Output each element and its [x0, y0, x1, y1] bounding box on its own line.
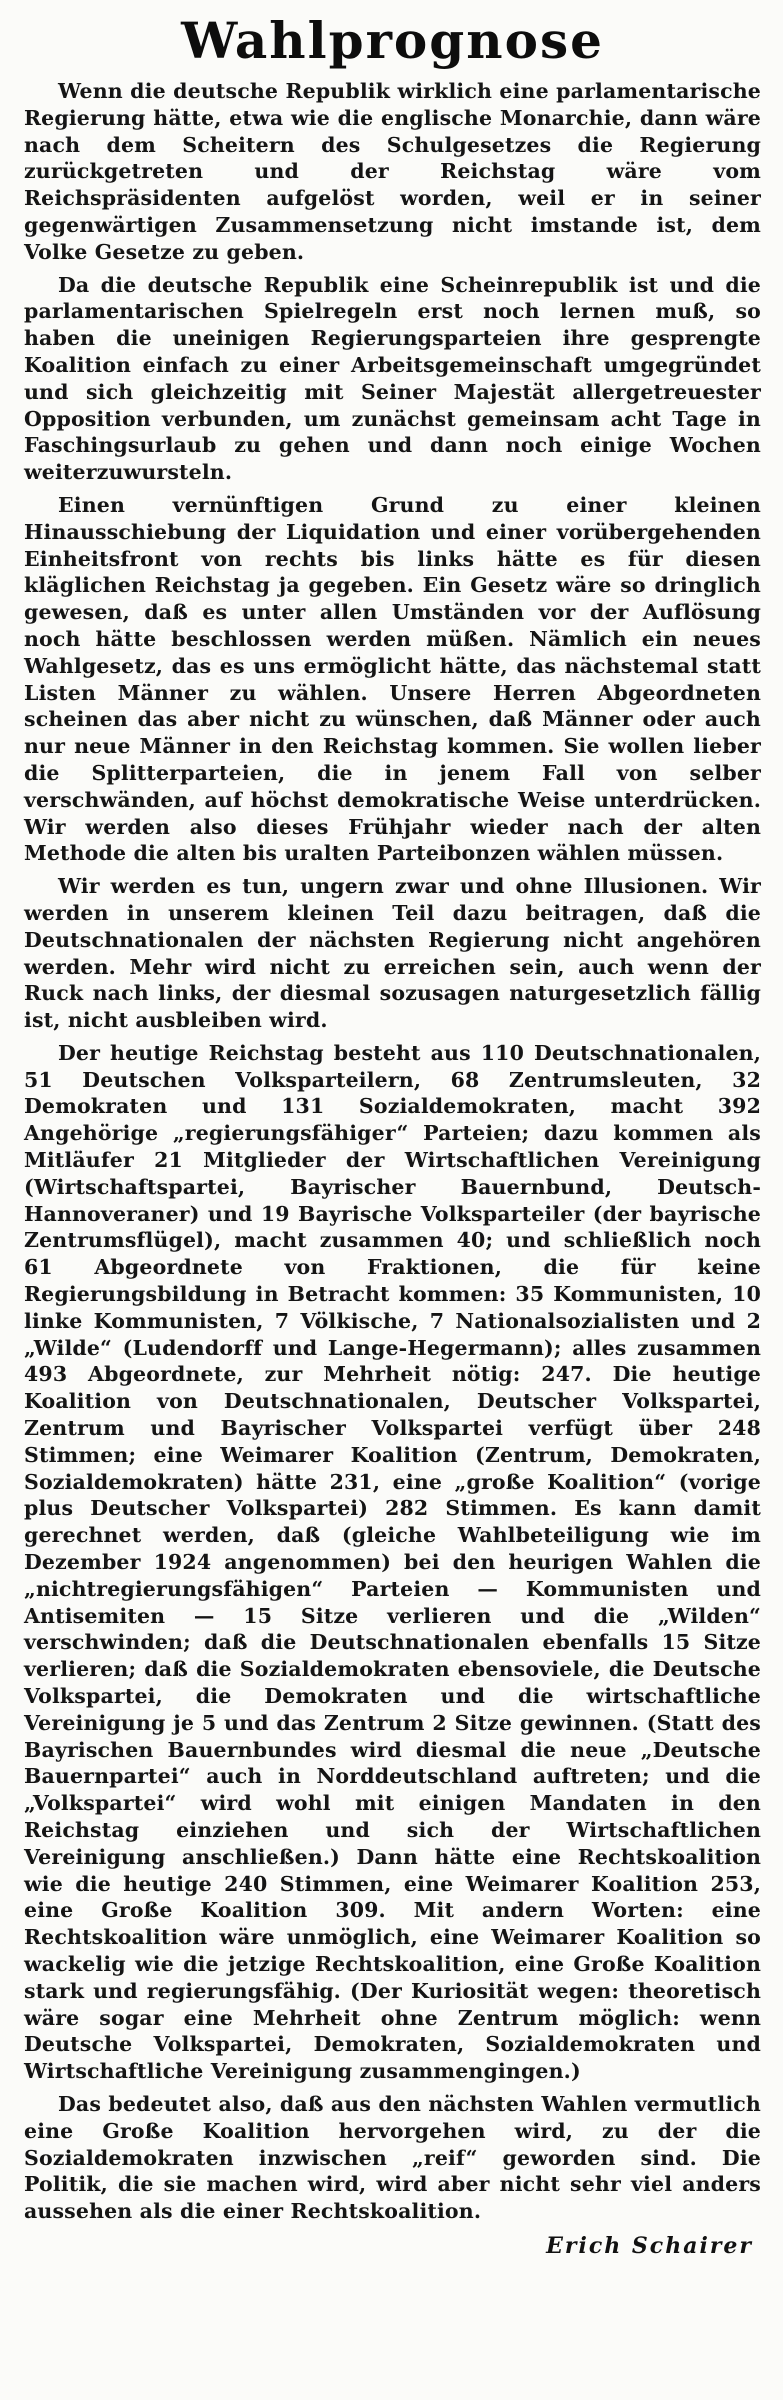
headline: Wahlprognose: [181, 11, 604, 70]
paragraph-5: Der heutige Reichstag besteht aus 110 Deutschnationalen, 51 Deutschen Volksparteilern, 68 Zentrumsleuten, 32 Demokraten und 131 Sozialdemokraten, macht 392 Angehörige „regierungsfähiger“ Parteien; dazu kommen als Mitläufer 21 Mitglieder der Wirtschaftlichen Vereinigung (Wirtschaftspartei, Bayrischer Bauernbund, Deutsch-Hannoveraner) und 19 Bayrische Volksparteiler (der bayrische Zentrumsflügel), macht zusammen 40; und schließlich noch 61 Abgeordnete von Fraktionen, die für keine Regierungsbildung in Betracht kommen: 35 Kommunisten, 10 linke Kommunisten, 7 Völkische, 7 Nationalsozialisten und 2 „Wilde“ (Ludendorff und Lange-Hegermann); alles zusammen 493 Abgeordnete, zur Mehrheit nötig: 247. Die heutige Koalition von Deutschnationalen, Deutscher Volkspartei, Zentrum und Bayrischer Volkspartei verfügt über 248 Stimmen; eine Weimarer Koalition (Zentrum, Demokraten, Sozialdemokraten) hätte 231, eine „große Koalition“ (vorige plus Deutscher Volkspartei) 282 Stimmen. Es kann damit gerechnet werden, daß (gleiche Wahlbeteiligung wie im Dezember 1924 angenommen) bei den heurigen Wahlen die „nichtregierungsfähigen“ Parteien — Kommunisten und Antisemiten — 15 Sitze verlieren und die „Wilden“ verschwinden; daß die Deutschnationalen ebenfalls 15 Sitze verlieren; daß die Sozialdemokraten ebensoviele, die Deutsche Volkspartei, die Demokraten und die wirtschaftliche Vereinigung je 5 und das Zentrum 2 Sitze gewinnen. (Statt des Bayrischen Bauernbundes wird diesmal die neue „Deutsche Bauernpartei“ auch in Norddeutschland auftreten; und die „Volkspartei“ wird wohl mit einigen Mandaten in den Reichstag einziehen und sich der Wirtschaftlichen Vereinigung anschließen.) Dann hätte eine Rechtskoalition wie die heutige 240 Stimmen, eine Weimarer Koalition 253, eine Große Koalition 309. Mit andern Worten: eine Rechtskoalition wäre unmöglich, eine Weimarer Koalition so wackelig wie die jetzige Rechtskoalition, eine Große Koalition stark und regierungsfähig. (Der Kuriosität wegen: theoretisch wäre sogar eine Mehrheit ohne Zentrum möglich: wenn Deutsche Volkspartei, Demokraten, Sozialdemokraten und Wirtschaftliche Vereinigung zusammengingen.): [24, 1040, 761, 2084]
article-body: [24, 78, 761, 2225]
paragraph-4: Wir werden es tun, ungern zwar und ohne Illusionen. Wir werden in unserem kleinen Teil dazu beitragen, daß die Deutschnationalen der nächsten Regierung nicht angehören werden. Mehr wird nicht zu erreichen sein, auch wenn der Ruck nach links, der diesmal sozusagen naturgesetzlich fällig ist, nicht ausbleiben wird.: [24, 874, 761, 1033]
paragraph-2: Da die deutsche Republik eine Scheinrepublik ist und die parlamentarischen Spielregeln erst noch lernen muß, so haben die uneinigen Regierungsparteien ihre gesprengte Koalition einfach zu einer Arbeitsgemeinschaft umgegründet und sich gleichzeitig mit Seiner Majestät allergetreuester Opposition verbunden, um zunächst gemeinsam acht Tage in Faschingsurlaub zu gehen und dann noch einige Wochen weiterzuwursteln.: [24, 272, 761, 485]
paragraph-6: Das bedeutet also, daß aus den nächsten Wahlen vermutlich eine Große Koalition hervorgehen wird, zu der die Sozialdemokraten inzwischen „reif“ geworden sind. Die Politik, die sie machen wird, wird aber nicht sehr viel anders aussehen als die einer Rechtskoalition.: [24, 2091, 761, 2224]
paragraph-1: Wenn die deutsche Republik wirklich eine parlamentarische Regierung hätte, etwa wie die englische Monarchie, dann wäre nach dem Scheitern des Schulgesetzes die Regierung zurückgetreten und der Reichstag wäre vom Reichspräsidenten aufgelöst worden, weil er in seiner gegenwärtigen Zusammensetzung nicht imstande ist, dem Volke Gesetze zu geben.: [24, 79, 761, 264]
author-signature: Erich Schairer: [546, 2232, 753, 2259]
paragraph-3: Einen vernünftigen Grund zu einer kleinen Hinausschiebung der Liquidation und einer vorübergehenden Einheitsfront von rechts bis links hätte es für diesen kläglichen Reichstag ja gegeben. Ein Gesetz wäre so dringlich gewesen, daß es unter allen Umständen vor der Auflösung noch hätte beschlossen werden müßen. Nämlich ein neues Wahlgesetz, das es uns ermöglicht hätte, das nächstemal statt Listen Männer zu wählen. Unsere Herren Abgeordneten scheinen das aber nicht zu wünschen, daß Männer oder auch nur neue Männer in den Reichstag kommen. Sie wollen lieber die Splitterparteien, die in jenem Fall von selber verschwänden, auf höchst demokratische Weise unterdrücken. Wir werden also dieses Frühjahr wieder nach der alten Methode die alten bis uralten Parteibonzen wählen müssen.: [24, 492, 761, 866]
